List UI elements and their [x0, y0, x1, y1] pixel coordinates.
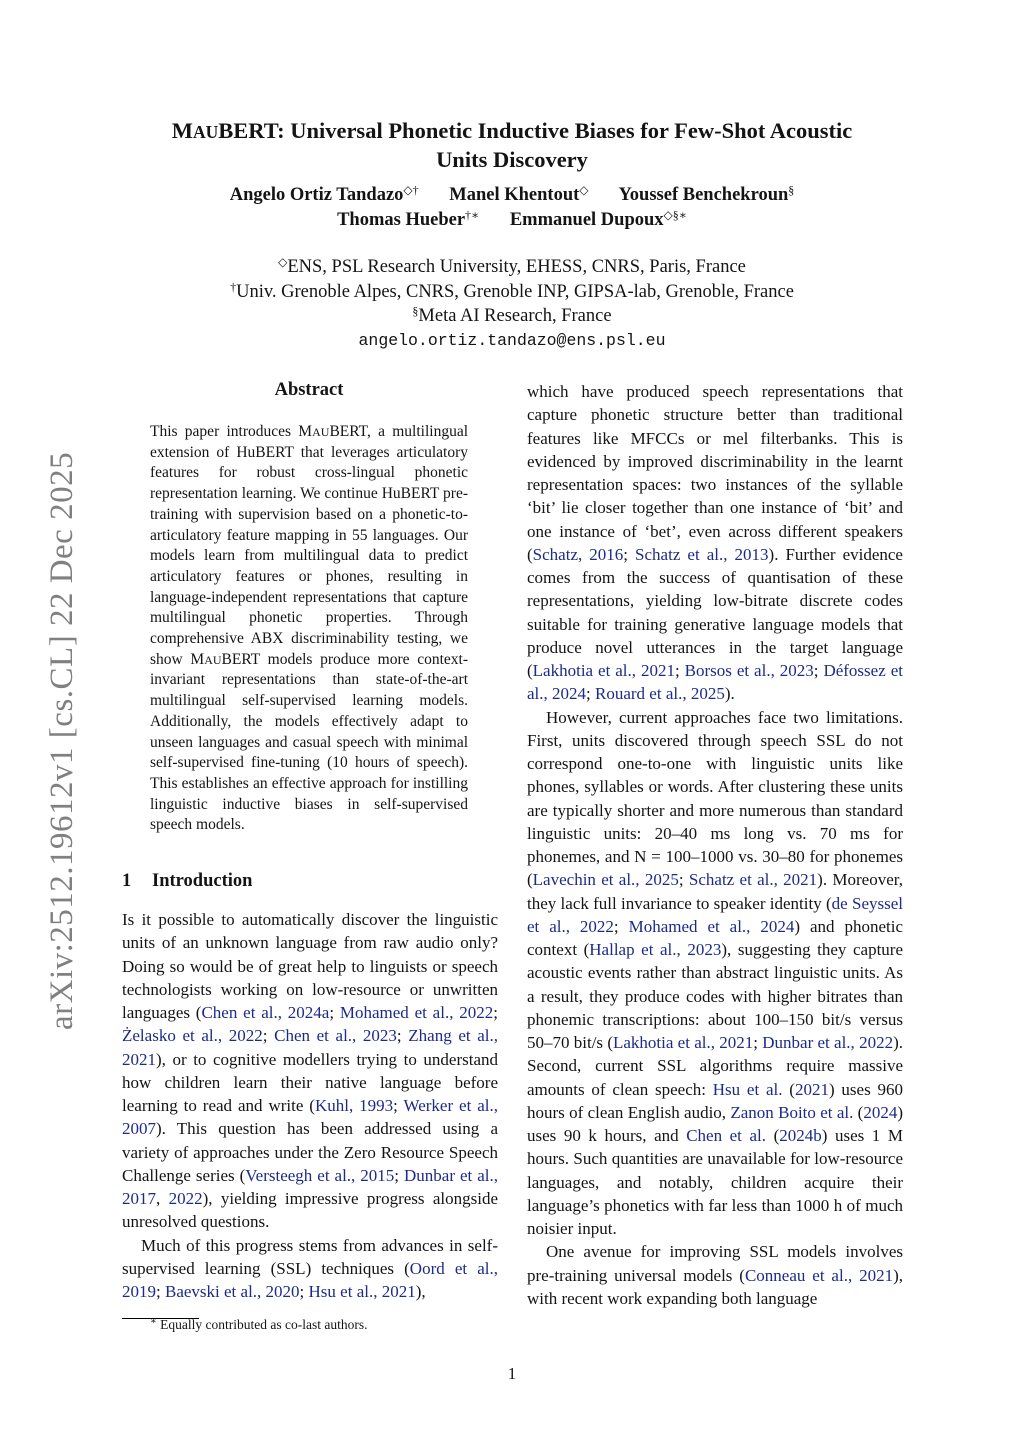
section-heading-introduction — [122, 871, 252, 892]
author-mark: ◇§∗ — [663, 208, 687, 222]
citation-link[interactable]: Dunbar et al., 2022 — [762, 1033, 894, 1052]
citation-link[interactable]: Dunbar et al., 2017 — [122, 1165, 498, 1208]
author-mark: †∗ — [465, 208, 480, 222]
citation-link[interactable]: Schatz et al., 2013 — [635, 544, 769, 564]
citation-link[interactable]: Zanon Boito et al. — [730, 1102, 854, 1122]
body-paragraph-3: One avenue for improving SSL models involves pre-training universal models (Conneau et al., 2021), with recent work expanding both language — [527, 1242, 903, 1308]
citation-year-link[interactable]: 2024 — [863, 1102, 898, 1122]
paper-title — [100, 117, 924, 174]
author-mark: ◇ — [579, 183, 589, 197]
affiliation-grenoble: †Univ. Grenoble Alpes, CNRS, Grenoble INP, GIPSA-lab, Grenoble, France — [230, 279, 794, 302]
affiliations — [100, 255, 924, 353]
author-mark: § — [788, 183, 795, 197]
abstract-body: This paper introduces MAUBERT, a multilingual extension of HuBERT that leverages articulatory features for robust cross-lingual phonetic representation learning. We continue HuBERT pre-training with supervision based on a phonetic-to-articulatory feature mapping in 55 languages. Our models learn from multilingual data to predict articulatory features or phones, resulting in language-independent representations that capture multilingual phonetic properties. Through comprehensive ABX discriminability testing, we show MAUBERT models produce more context-invariant representations than state-of-the-art multilingual self-supervised learning models. Additionally, the models effectively adapt to unseen languages and casual speech with minimal self-supervised fine-tuning (10 hours of speech). This establishes an effective approach for instilling linguistic inductive biases in self-supervised speech models. — [150, 423, 469, 834]
contact-email[interactable]: angelo.ortiz.tandazo@ens.psl.eu — [358, 330, 666, 350]
abstract-heading: Abstract — [274, 380, 344, 400]
citation-link[interactable]: Żelasko et al., 2022 — [122, 1026, 263, 1046]
citation-link[interactable]: Chen et al., 2023 — [274, 1026, 397, 1046]
footnote-text: Equally contributed as co-last authors. — [160, 1317, 368, 1332]
author-list — [100, 183, 924, 233]
intro-paragraph-1: Is it possible to automatically discover the linguistic units of an unknown language from raw audio only? Doing so would be of great help to linguists or speech technologists working on low-resource or unwritten languages (Chen et al., 2024a; Mohamed et al., 2022; Żelasko et al., 2022; Chen et al., 2023; Zhang et al., 2021), or to cognitive modellers trying to understand how children learn their native language before learning to read and write (Kuhl, 1993; Werker et al., 2007). This question has been addressed using a variety of approaches under the Zero Resource Speech Challenge series (Versteegh et al., 2015; Dunbar et al., 2017, 2022), yielding impressive progress alongside unresolved questions. — [122, 910, 499, 1232]
citation-link[interactable]: Chen et al. — [686, 1126, 766, 1145]
title-line2: Units Discovery — [436, 147, 588, 172]
citation-link[interactable]: Schatz, 2016 — [532, 544, 624, 564]
footnote — [150, 1316, 368, 1333]
footnote-mark: ∗ — [150, 1316, 157, 1327]
citation-link[interactable]: Mohamed et al., 2022 — [339, 1003, 494, 1022]
citation-link[interactable]: Lakhotia et al., 2021 — [612, 1033, 754, 1052]
citation-link[interactable]: Conneau et al., 2021 — [744, 1265, 894, 1285]
body-paragraph-1: which have produced speech representations that capture phonetic structure better than traditional features like MFCCs or mel filterbanks. This is evidenced by improved discriminability in the learnt representation spaces: two instances of the syllable ‘bit’ lie closer together than one instance of ‘bit’ and one instance of ‘bet’, even across different speakers (Schatz, 2016; Schatz et al., 2013). Further evidence comes from the success of quantisation of these representations, yielding low-bitrate discrete codes suitable for training generative language models that produce novel utterances in the target language (Lakhotia et al., 2021; Borsos et al., 2023; Défossez et al., 2024; Rouard et al., 2025). — [527, 382, 903, 704]
author-name: Thomas Hueber — [337, 210, 466, 230]
citation-link[interactable]: Lavechin et al., 2025 — [532, 870, 679, 890]
citation-link[interactable]: Mohamed et al., 2024 — [628, 916, 795, 936]
citation-year-link[interactable]: 2021 — [794, 1079, 829, 1099]
citation-link[interactable]: Défossez et al., 2024 — [527, 661, 903, 704]
citation-year-link[interactable]: 2024b — [779, 1126, 822, 1145]
section-number: 1 — [122, 871, 132, 891]
citation-link[interactable]: Werker et al., 2007 — [122, 1096, 499, 1139]
author-name: Angelo Ortiz Tandazo — [229, 185, 404, 205]
section-title: Introduction — [152, 871, 253, 891]
citation-link[interactable]: Hsu et al. — [712, 1079, 783, 1099]
citation-link[interactable]: de Seyssel et al., 2022 — [527, 893, 903, 936]
affiliation-meta: §Meta AI Research, France — [412, 304, 612, 326]
citation-link[interactable]: Hallap et al., 2023 — [589, 940, 722, 959]
page-number: 1 — [507, 1364, 517, 1383]
author-name: Youssef Benchekroun — [618, 185, 789, 205]
citation-link[interactable]: Oord et al., 2019 — [122, 1258, 498, 1301]
title-au: AU — [192, 122, 219, 142]
title-m: M — [171, 118, 193, 143]
body-paragraph-2: However, current approaches face two limitations. First, units discovered through speech SSL do not correspond one-to-one with linguistic units like phones, syllables or words. After clustering these units are typically shorter and more numerous than standard linguistic units: 20–40 ms long vs. 70 ms for phonemes, and N = 100–1000 vs. 30–80 for phonemes (Lavechin et al., 2025; Schatz et al., 2021). Moreover, they lack full invariance to speaker identity (de Seyssel et al., 2022; Mohamed et al., 2024) and phonetic context (Hallap et al., 2023), suggesting they capture acoustic events rather than abstract linguistic units. As a result, they produce codes with higher bitrates than phonemic transcriptions: about 100–150 bit/s versus 50–70 bit/s (Lakhotia et al., 2021; Dunbar et al., 2022). Second, current SSL algorithms require massive amounts of clean speech: Hsu et al. (2021) uses 960 hours of clean English audio, Zanon Boito et al. (2024) uses 90 k hours, and Chen et al. (2024b) uses 1 M hours. Such quantities are unavailable for low-resource languages, and notably, children acquire their language’s phonetics with far less than 1000 h of much noisier input. — [527, 707, 903, 1238]
title-rest: : Universal Phonetic Inductive Biases for Few-Shot Acoustic — [277, 118, 853, 143]
citation-link[interactable]: 2022 — [168, 1189, 203, 1208]
arxiv-identifier-stamp: arXiv:2512.19612v1 [cs.CL] 22 Dec 2025 — [44, 451, 80, 1030]
citation-link[interactable]: Versteegh et al., 2015 — [245, 1165, 395, 1185]
citation-link[interactable]: Kuhl, 1993 — [314, 1096, 394, 1115]
author-mark: ◇† — [403, 183, 419, 197]
intro-paragraph-2: Much of this progress stems from advances in self-supervised learning (SSL) techniques (Oord et al., 2019; Baevski et al., 2020; Hsu et al., 2021), — [122, 1235, 498, 1301]
citation-link[interactable]: Schatz et al., 2021 — [688, 870, 818, 890]
citation-link[interactable]: Chen et al., 2024a — [201, 1003, 330, 1022]
title-bert: BERT — [218, 118, 278, 143]
citation-link[interactable]: Lakhotia et al., 2021 — [532, 661, 675, 680]
right-column-text — [527, 380, 903, 1310]
left-column-text — [122, 908, 498, 1303]
author-name: Emmanuel Dupoux — [509, 210, 664, 230]
author-name: Manel Khentout — [449, 185, 580, 205]
citation-link[interactable]: Hsu et al., 2021 — [308, 1282, 416, 1301]
citation-link[interactable]: Rouard et al., 2025 — [595, 684, 725, 704]
citation-link[interactable]: Zhang et al., 2021 — [122, 1026, 499, 1069]
affiliation-ens: ◇ENS, PSL Research University, EHESS, CNRS, Paris, France — [278, 255, 746, 277]
citation-link[interactable]: Borsos et al., 2023 — [684, 661, 814, 680]
citation-link[interactable]: Baevski et al., 2020 — [164, 1282, 300, 1301]
